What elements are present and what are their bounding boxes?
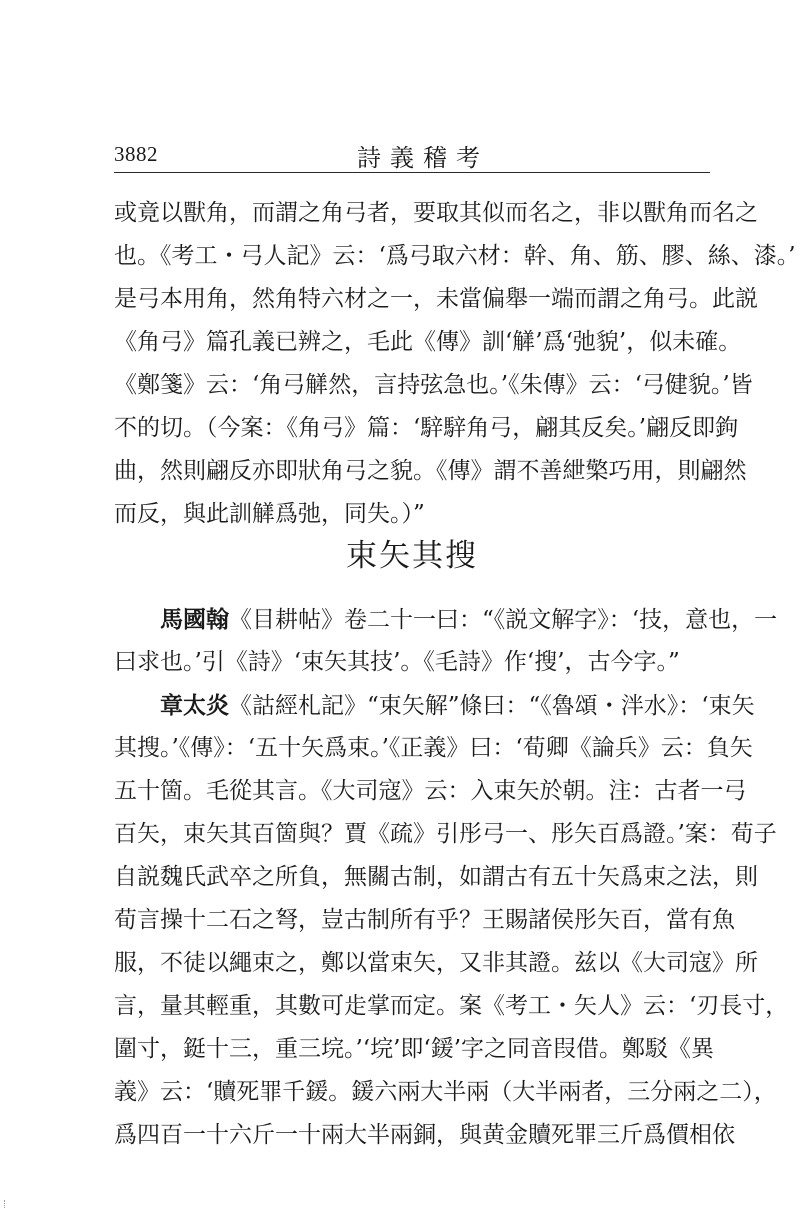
header-rule — [114, 172, 710, 173]
text-line: 也。《考工・弓人記》云：‘爲弓取六材：幹、角、筋、膠、絲、漆。’ — [114, 243, 796, 269]
text-line — [114, 684, 755, 727]
text-line: 《鄭箋》云：‘角弓觲然，言持弦急也。’《朱傳》云：‘弓健貌。’皆 — [114, 372, 753, 398]
text-line: 百矢，束矢其百箇與？賈《疏》引彤弓一、彤矢百爲證。’案：荀子 — [114, 821, 777, 847]
text-line: 服，不徒以繩束之，鄭以當束矢，又非其證。兹以《大司寇》所 — [114, 950, 758, 976]
text-line: 其搜。’《傳》：‘五十矢爲束。’《正義》曰：‘荀卿《論兵》云：負矢 — [114, 735, 753, 761]
page-header — [114, 134, 708, 170]
text-line: 爲四百一十六斤一十兩大半兩銅，與黄金贖死罪三斤爲價相依 — [114, 1122, 735, 1148]
text-line: 或竟以獸角，而謂之角弓者，要取其似而名之，非以獸角而名之 — [114, 200, 758, 226]
text-line: 是弓本用角，然角特六材之一，未當偏舉一端而謂之角弓。此説 — [114, 286, 758, 312]
text-line: 荀言操十二石之弩，豈古制所有乎？王賜諸侯彤矢百，當有魚 — [114, 907, 735, 933]
text-line: 曰求也。’引《詩》‘束矢其技’。《毛詩》作‘搜’，古今字。” — [114, 649, 680, 675]
text-line: 曲，然則翩反亦即狀角弓之貌。《傳》謂不善紲檠巧用，則翩然 — [114, 458, 747, 484]
text-line: 自説魏氏武卒之所負，無關古制，如謂古有五十矢爲束之法，則 — [114, 864, 758, 890]
author-name: 章太炎 — [160, 692, 229, 719]
running-title: 詩義稽考 — [357, 144, 489, 172]
text-line: 《角弓》篇孔義已辨之，毛此《傳》訓‘觲’爲‘弛貌’，似未確。 — [114, 329, 742, 355]
text-line: 言，量其輕重，其數可歨掌而定。案《考工・矢人》云：‘刃長寸， — [114, 993, 789, 1019]
page-number: 3882 — [114, 142, 158, 166]
text-line: 五十箇。毛從其言。《大司寇》云：入束矢於朝。注：古者一弓 — [114, 778, 747, 804]
author-name: 馬國翰 — [160, 606, 229, 633]
paragraph-ma-guohan — [114, 598, 778, 684]
section-heading: 束矢其搜 — [346, 538, 478, 574]
text-line: 不的切。（今案：《角弓》篇：‘騂騂角弓，翩其反矣。’翩反即鉤 — [114, 415, 739, 441]
paragraph-zhang-taiyan — [114, 684, 789, 1157]
scan-margin-mark — [4, 1200, 8, 1208]
text-line: 而反，與此訓觲爲弛，同失。）” — [114, 501, 425, 527]
text-line — [114, 598, 778, 641]
text-line: 圍寸，鋌十三，重三垸。’‘垸’即‘鍰’字之同音叚借。鄭駁《異 — [114, 1036, 715, 1062]
text-run: 《詁經札記》“束矢解”條曰：“《魯頌・泮水》：‘束矢 — [229, 693, 755, 719]
text-line: 義》云：‘贖死罪千鍰。鍰六兩大半兩（大半兩者，三分兩之二）， — [114, 1079, 777, 1105]
continued-paragraph — [114, 192, 796, 536]
text-run: 《目耕帖》卷二十一曰：“《説文解字》：‘技，意也，一 — [229, 607, 778, 633]
